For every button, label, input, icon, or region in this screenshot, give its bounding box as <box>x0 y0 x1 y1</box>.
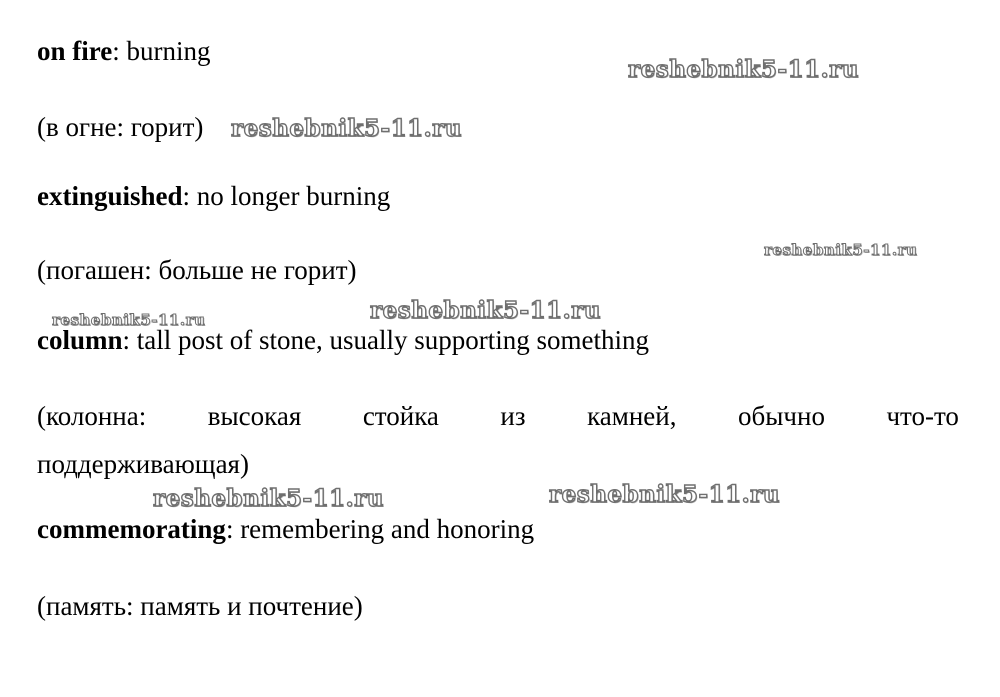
term-commemorating: commemorating <box>37 514 226 544</box>
entry-on-fire <box>37 35 211 67</box>
watermark-text: reshebnik5-11.ru <box>549 481 780 508</box>
translation-word: (колонна: <box>37 401 147 431</box>
translation-commemorating: (память: память и почтение) <box>37 591 363 621</box>
translation-word: стойка <box>362 401 439 431</box>
translation-column-line-1 <box>37 392 959 440</box>
watermark-text: reshebnik5-11.ru <box>153 485 384 512</box>
entry-commemorating <box>37 513 534 545</box>
translation-word: из <box>500 401 526 431</box>
term-extinguished: extinguished <box>37 181 183 211</box>
watermark-text: reshebnik5-11.ru <box>52 311 206 329</box>
translation-column <box>37 392 959 488</box>
translation-word: обычно <box>738 401 825 431</box>
translation-column-line-2: поддерживающая) <box>37 449 249 479</box>
watermark-text: reshebnik5-11.ru <box>231 115 462 142</box>
definition-commemorating: : remembering and honoring <box>225 514 535 544</box>
translation-extinguished: (погашен: больше не горит) <box>37 255 357 285</box>
definition-extinguished: : no longer burning <box>182 181 391 211</box>
definition-on-fire: : burning <box>112 36 211 66</box>
watermark-text: reshebnik5-11.ru <box>628 56 859 83</box>
watermark-text: reshebnik5-11.ru <box>370 297 601 324</box>
term-column: column <box>37 325 123 355</box>
term-on-fire: on fire <box>37 36 113 66</box>
translation-word: камней, <box>587 401 677 431</box>
translation-word: что-то <box>886 401 959 431</box>
translation-word: высокая <box>207 401 302 431</box>
entry-extinguished <box>37 180 390 212</box>
definition-column: : tall post of stone, usually supporting something <box>122 325 649 355</box>
watermark-text: reshebnik5-11.ru <box>764 241 918 259</box>
translation-on-fire: (в огне: горит) <box>37 112 204 142</box>
